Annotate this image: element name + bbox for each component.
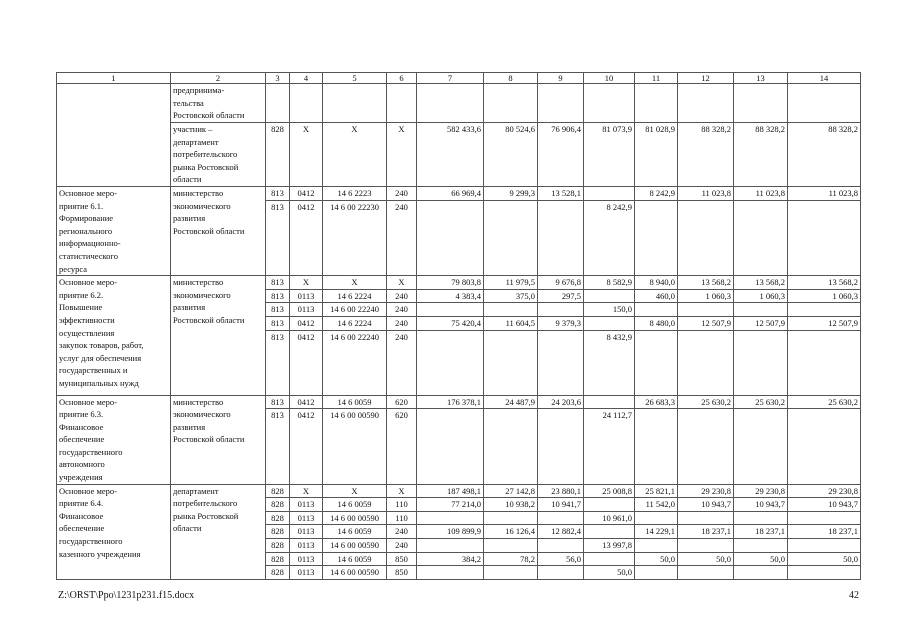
measure-name-cell: Основное меро- приятие 6.1. Формирование регионального информационно- статистического ресурса [57, 186, 171, 275]
rzpr-cell: 0412 [290, 409, 323, 484]
year-2018-cell [678, 566, 734, 580]
year-2015-cell: 24 203,6 [538, 395, 584, 409]
year-2016-cell: 8 432,9 [584, 330, 635, 395]
rzpr-cell: 0113 [290, 566, 323, 580]
grbs-cell: 828 [266, 566, 290, 580]
grbs-cell: 813 [266, 330, 290, 395]
year-2014-cell: 375,0 [484, 289, 538, 303]
year-2017-cell [635, 511, 678, 525]
table-row [57, 84, 861, 123]
year-2020-cell: 11 023,8 [788, 186, 861, 200]
csr-cell: 14 6 0059 [323, 498, 387, 512]
csr-cell: 14 6 2223 [323, 186, 387, 200]
rzpr-cell: 0412 [290, 186, 323, 200]
year-2019-cell [734, 566, 788, 580]
year-2019-cell: 29 230,8 [734, 484, 788, 498]
rzpr-cell: 0113 [290, 303, 323, 317]
csr-cell: 14 6 00 00590 [323, 566, 387, 580]
empty-cell [484, 84, 538, 123]
year-2020-cell: 50,0 [788, 552, 861, 566]
csr-cell: 14 6 0059 [323, 525, 387, 539]
year-2014-cell: 11 604,5 [484, 316, 538, 330]
year-2015-cell: 76 906,4 [538, 123, 584, 187]
year-2015-cell [538, 539, 584, 553]
year-2014-cell [484, 330, 538, 395]
footer-file-path: Z:\ORST\Ppo\1231p231.f15.docx [58, 590, 195, 601]
grbs-cell: 828 [266, 123, 290, 187]
total-cell: 79 803,8 [417, 276, 484, 290]
year-2015-cell [538, 409, 584, 484]
column-number-header: 1 [57, 73, 171, 84]
year-2020-cell: 12 507,9 [788, 316, 861, 330]
year-2015-cell: 297,5 [538, 289, 584, 303]
year-2015-cell [538, 566, 584, 580]
year-2016-cell: 50,0 [584, 566, 635, 580]
year-2014-cell [484, 566, 538, 580]
total-cell [417, 566, 484, 580]
total-cell [417, 539, 484, 553]
year-2018-cell: 11 023,8 [678, 186, 734, 200]
year-2019-cell [734, 303, 788, 317]
year-2019-cell: 1 060,3 [734, 289, 788, 303]
year-2016-cell [584, 186, 635, 200]
column-number-header: 3 [266, 73, 290, 84]
year-2019-cell [734, 539, 788, 553]
year-2019-cell: 13 568,2 [734, 276, 788, 290]
measure-name-cell: Основное меро- приятие 6.4. Финансовое обеспечение государственного казенного учреждения [57, 484, 171, 579]
vr-cell: 620 [387, 409, 417, 484]
year-2019-cell: 50,0 [734, 552, 788, 566]
rzpr-cell: 0412 [290, 395, 323, 409]
year-2016-cell: 13 997,8 [584, 539, 635, 553]
year-2020-cell [788, 409, 861, 484]
year-2014-cell [484, 200, 538, 275]
year-2019-cell [734, 200, 788, 275]
total-cell: 66 969,4 [417, 186, 484, 200]
year-2014-cell: 78,2 [484, 552, 538, 566]
executor-cell: предпринима- тельства Ростовской области [171, 84, 266, 123]
rzpr-cell: 0113 [290, 289, 323, 303]
year-2014-cell: 11 979,5 [484, 276, 538, 290]
table-row [57, 123, 861, 187]
column-number-header: 9 [538, 73, 584, 84]
rzpr-cell: 0113 [290, 511, 323, 525]
csr-cell: 14 6 00 00590 [323, 409, 387, 484]
year-2016-cell: 24 112,7 [584, 409, 635, 484]
year-2019-cell [734, 409, 788, 484]
empty-cell [266, 84, 290, 123]
year-2014-cell: 10 938,2 [484, 498, 538, 512]
year-2020-cell: 88 328,2 [788, 123, 861, 187]
executor-cell: министерство экономического развития Ростовской области [171, 276, 266, 395]
year-2017-cell: 460,0 [635, 289, 678, 303]
year-2015-cell [538, 511, 584, 525]
csr-cell: 14 6 00 22240 [323, 303, 387, 317]
total-cell [417, 409, 484, 484]
vr-cell: X [387, 123, 417, 187]
year-2014-cell: 16 126,4 [484, 525, 538, 539]
year-2015-cell [538, 200, 584, 275]
year-2020-cell: 25 630,2 [788, 395, 861, 409]
empty-cell [635, 84, 678, 123]
vr-cell: 850 [387, 566, 417, 580]
executor-cell: министерство экономического развития Ростовской области [171, 395, 266, 484]
total-cell: 384,2 [417, 552, 484, 566]
grbs-cell: 828 [266, 552, 290, 566]
year-2020-cell [788, 330, 861, 395]
vr-cell: X [387, 484, 417, 498]
csr-cell: 14 6 2224 [323, 316, 387, 330]
year-2016-cell [584, 316, 635, 330]
empty-cell [734, 84, 788, 123]
year-2014-cell [484, 511, 538, 525]
column-number-header: 12 [678, 73, 734, 84]
rzpr-cell: 0412 [290, 316, 323, 330]
year-2020-cell [788, 566, 861, 580]
year-2015-cell [538, 303, 584, 317]
year-2015-cell: 9 676,8 [538, 276, 584, 290]
empty-cell [290, 84, 323, 123]
vr-cell: 850 [387, 552, 417, 566]
year-2018-cell: 25 630,2 [678, 395, 734, 409]
executor-cell: департамент потребительского рынка Ростовской области [171, 484, 266, 579]
total-cell: 176 378,1 [417, 395, 484, 409]
total-cell: 109 899,9 [417, 525, 484, 539]
empty-cell [788, 84, 861, 123]
year-2017-cell [635, 330, 678, 395]
year-2018-cell: 10 943,7 [678, 498, 734, 512]
vr-cell: 240 [387, 539, 417, 553]
vr-cell: 620 [387, 395, 417, 409]
total-cell [417, 511, 484, 525]
year-2017-cell: 14 229,1 [635, 525, 678, 539]
csr-cell: X [323, 276, 387, 290]
rzpr-cell: 0113 [290, 552, 323, 566]
year-2016-cell: 25 008,8 [584, 484, 635, 498]
year-2016-cell [584, 552, 635, 566]
grbs-cell: 813 [266, 303, 290, 317]
grbs-cell: 813 [266, 316, 290, 330]
year-2014-cell: 80 524,6 [484, 123, 538, 187]
year-2017-cell [635, 409, 678, 484]
year-2018-cell [678, 539, 734, 553]
year-2018-cell [678, 303, 734, 317]
column-number-header: 8 [484, 73, 538, 84]
year-2014-cell [484, 303, 538, 317]
column-number-row [57, 73, 861, 84]
measure-name-cell: Основное меро- приятие 6.2. Повышение эффективности осуществления закупок товаров, работ, услуг для обеспечения государственных и муниципальных нужд [57, 276, 171, 395]
column-number-header: 5 [323, 73, 387, 84]
year-2018-cell [678, 511, 734, 525]
vr-cell: 240 [387, 186, 417, 200]
rzpr-cell: X [290, 123, 323, 187]
year-2020-cell [788, 200, 861, 275]
year-2015-cell: 10 941,7 [538, 498, 584, 512]
year-2017-cell: 11 542,0 [635, 498, 678, 512]
grbs-cell: 828 [266, 511, 290, 525]
vr-cell: 240 [387, 525, 417, 539]
csr-cell: 14 6 2224 [323, 289, 387, 303]
year-2018-cell: 12 507,9 [678, 316, 734, 330]
year-2018-cell: 1 060,3 [678, 289, 734, 303]
vr-cell: 110 [387, 498, 417, 512]
total-cell [417, 330, 484, 395]
year-2014-cell: 27 142,8 [484, 484, 538, 498]
column-number-header: 11 [635, 73, 678, 84]
executor-cell: министерство экономического развития Ростовской области [171, 186, 266, 275]
year-2019-cell: 11 023,8 [734, 186, 788, 200]
grbs-cell: 813 [266, 409, 290, 484]
table-row [57, 484, 861, 498]
year-2018-cell [678, 409, 734, 484]
measure-name-cell [57, 84, 171, 187]
csr-cell: 14 6 0059 [323, 552, 387, 566]
table-row [57, 186, 861, 200]
year-2017-cell: 8 480,0 [635, 316, 678, 330]
year-2015-cell: 23 880,1 [538, 484, 584, 498]
grbs-cell: 813 [266, 276, 290, 290]
year-2019-cell: 10 943,7 [734, 498, 788, 512]
year-2017-cell [635, 200, 678, 275]
csr-cell: 14 6 0059 [323, 395, 387, 409]
year-2017-cell: 25 821,1 [635, 484, 678, 498]
year-2016-cell [584, 498, 635, 512]
rzpr-cell: 0412 [290, 200, 323, 275]
year-2016-cell [584, 395, 635, 409]
year-2016-cell [584, 525, 635, 539]
year-2015-cell: 9 379,3 [538, 316, 584, 330]
rzpr-cell: 0113 [290, 498, 323, 512]
year-2017-cell: 8 940,0 [635, 276, 678, 290]
year-2016-cell: 8 242,9 [584, 200, 635, 275]
year-2018-cell: 13 568,2 [678, 276, 734, 290]
csr-cell: 14 6 00 22240 [323, 330, 387, 395]
grbs-cell: 828 [266, 484, 290, 498]
budget-table [56, 72, 861, 580]
year-2019-cell [734, 330, 788, 395]
year-2017-cell: 26 683,3 [635, 395, 678, 409]
year-2017-cell: 81 028,9 [635, 123, 678, 187]
rzpr-cell: X [290, 276, 323, 290]
year-2014-cell: 9 299,3 [484, 186, 538, 200]
year-2014-cell: 24 487,9 [484, 395, 538, 409]
year-2016-cell: 150,0 [584, 303, 635, 317]
grbs-cell: 813 [266, 200, 290, 275]
grbs-cell: 828 [266, 498, 290, 512]
vr-cell: 240 [387, 289, 417, 303]
measure-name-cell: Основное меро- приятие 6.3. Финансовое обеспечение государственного автономного учреждения [57, 395, 171, 484]
year-2020-cell: 29 230,8 [788, 484, 861, 498]
csr-cell: 14 6 00 00590 [323, 539, 387, 553]
table-row [57, 395, 861, 409]
year-2015-cell [538, 330, 584, 395]
year-2020-cell: 10 943,7 [788, 498, 861, 512]
executor-cell: участник – департамент потребительского рынка Ростовской области [171, 123, 266, 187]
vr-cell: 110 [387, 511, 417, 525]
year-2018-cell: 88 328,2 [678, 123, 734, 187]
vr-cell: X [387, 276, 417, 290]
total-cell: 187 498,1 [417, 484, 484, 498]
grbs-cell: 813 [266, 186, 290, 200]
csr-cell: 14 6 00 00590 [323, 511, 387, 525]
grbs-cell: 828 [266, 525, 290, 539]
empty-cell [417, 84, 484, 123]
year-2020-cell [788, 539, 861, 553]
year-2019-cell: 18 237,1 [734, 525, 788, 539]
year-2020-cell: 18 237,1 [788, 525, 861, 539]
year-2017-cell: 8 242,9 [635, 186, 678, 200]
empty-cell [323, 84, 387, 123]
year-2017-cell [635, 566, 678, 580]
year-2014-cell [484, 539, 538, 553]
year-2019-cell [734, 511, 788, 525]
rzpr-cell: X [290, 484, 323, 498]
table-row [57, 276, 861, 290]
column-number-header: 7 [417, 73, 484, 84]
year-2017-cell [635, 539, 678, 553]
year-2019-cell: 25 630,2 [734, 395, 788, 409]
year-2015-cell: 13 528,1 [538, 186, 584, 200]
empty-cell [387, 84, 417, 123]
year-2015-cell: 12 882,4 [538, 525, 584, 539]
year-2020-cell [788, 511, 861, 525]
grbs-cell: 828 [266, 539, 290, 553]
csr-cell: X [323, 123, 387, 187]
empty-cell [678, 84, 734, 123]
year-2016-cell: 10 961,0 [584, 511, 635, 525]
vr-cell: 240 [387, 200, 417, 275]
rzpr-cell: 0113 [290, 525, 323, 539]
total-cell [417, 303, 484, 317]
year-2018-cell: 50,0 [678, 552, 734, 566]
year-2016-cell [584, 289, 635, 303]
column-number-header: 14 [788, 73, 861, 84]
vr-cell: 240 [387, 303, 417, 317]
year-2018-cell [678, 330, 734, 395]
grbs-cell: 813 [266, 289, 290, 303]
total-cell: 4 383,4 [417, 289, 484, 303]
year-2019-cell: 12 507,9 [734, 316, 788, 330]
year-2018-cell: 29 230,8 [678, 484, 734, 498]
year-2020-cell: 1 060,3 [788, 289, 861, 303]
year-2017-cell: 50,0 [635, 552, 678, 566]
empty-cell [538, 84, 584, 123]
vr-cell: 240 [387, 330, 417, 395]
column-number-header: 2 [171, 73, 266, 84]
csr-cell: 14 6 00 22230 [323, 200, 387, 275]
year-2014-cell [484, 409, 538, 484]
rzpr-cell: 0412 [290, 330, 323, 395]
year-2019-cell: 88 328,2 [734, 123, 788, 187]
total-cell: 77 214,0 [417, 498, 484, 512]
year-2017-cell [635, 303, 678, 317]
total-cell [417, 200, 484, 275]
grbs-cell: 813 [266, 395, 290, 409]
column-number-header: 13 [734, 73, 788, 84]
vr-cell: 240 [387, 316, 417, 330]
column-number-header: 4 [290, 73, 323, 84]
total-cell: 75 420,4 [417, 316, 484, 330]
total-cell: 582 433,6 [417, 123, 484, 187]
rzpr-cell: 0113 [290, 539, 323, 553]
page-number: 42 [849, 590, 859, 601]
csr-cell: X [323, 484, 387, 498]
column-number-header: 6 [387, 73, 417, 84]
year-2018-cell: 18 237,1 [678, 525, 734, 539]
year-2016-cell: 8 582,9 [584, 276, 635, 290]
year-2018-cell [678, 200, 734, 275]
column-number-header: 10 [584, 73, 635, 84]
year-2016-cell: 81 073,9 [584, 123, 635, 187]
year-2020-cell [788, 303, 861, 317]
year-2015-cell: 56,0 [538, 552, 584, 566]
empty-cell [584, 84, 635, 123]
year-2020-cell: 13 568,2 [788, 276, 861, 290]
